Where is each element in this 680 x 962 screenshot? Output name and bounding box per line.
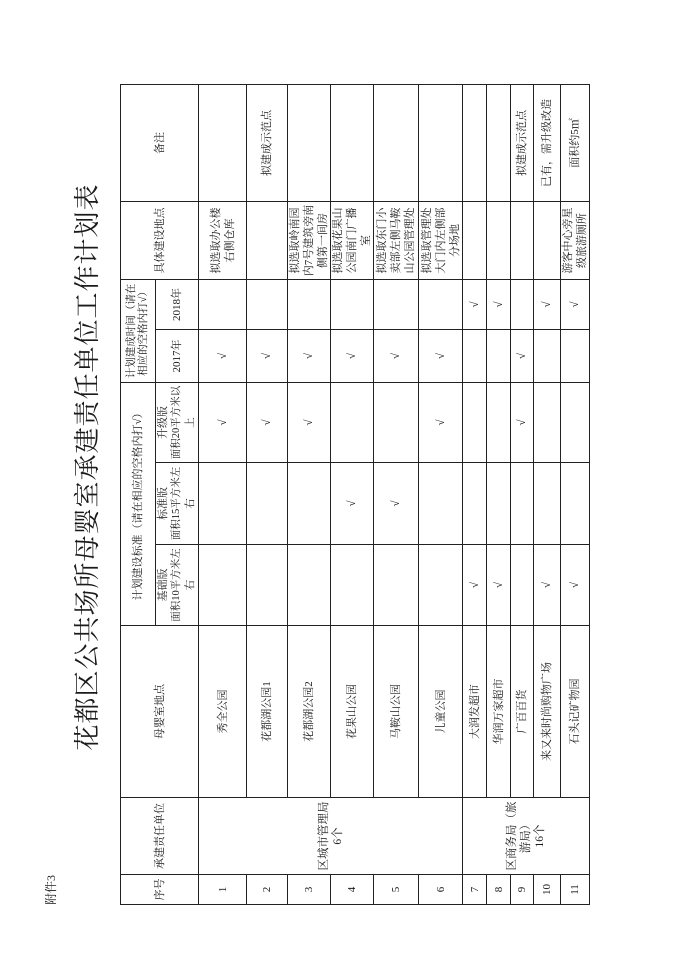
standard-check	[511, 463, 534, 545]
site-cell: 拟选取办公楼右侧仓库	[199, 201, 247, 279]
site-cell: 拟选取东门小卖部左侧马鞍山公园管理处	[374, 201, 419, 279]
location-cell: 大润发超市	[463, 626, 487, 798]
y2018-check: √	[534, 279, 561, 329]
header-row-1	[121, 84, 156, 904]
standard-check: √	[374, 463, 419, 545]
basic-check: √	[463, 545, 487, 626]
upgrade-check: √	[199, 383, 247, 463]
y2018-check: √	[561, 279, 590, 329]
header-standard-name: 标准版	[157, 487, 169, 520]
y2017-check: √	[288, 330, 331, 383]
location-cell: 秀全公园	[199, 626, 247, 798]
upgrade-check: √	[247, 383, 288, 463]
basic-check	[199, 545, 247, 626]
y2018-check: √	[487, 279, 511, 329]
table-row	[374, 84, 419, 904]
remarks-cell	[419, 84, 463, 201]
table-row	[561, 84, 590, 904]
site-cell	[534, 201, 561, 279]
header-standard	[156, 463, 199, 545]
y2018-check	[247, 279, 288, 329]
header-basic-name: 基础版	[157, 568, 169, 602]
row-no: 10	[534, 875, 561, 905]
header-upgrade-desc: 面积20平方米以上	[171, 385, 196, 460]
row-no: 8	[487, 875, 511, 905]
standard-check	[561, 463, 590, 545]
row-no: 11	[561, 875, 590, 905]
standard-check	[534, 463, 561, 545]
basic-check	[288, 545, 331, 626]
unit-count: 16个	[534, 824, 546, 848]
remarks-cell	[288, 84, 331, 201]
header-no: 序号	[121, 875, 199, 905]
table-row	[511, 84, 534, 904]
header-location: 母婴室地点	[121, 626, 199, 798]
table-row	[487, 84, 511, 904]
upgrade-check	[331, 383, 374, 463]
location-cell: 来又来时尚购物广场	[534, 626, 561, 798]
table-row	[199, 84, 247, 904]
row-no: 1	[199, 875, 247, 905]
site-cell	[247, 201, 288, 279]
standard-check	[463, 463, 487, 545]
site-cell: 拟选取管理处大门内左侧部分场地	[419, 201, 463, 279]
standard-check	[199, 463, 247, 545]
location-cell: 花都湖公园1	[247, 626, 288, 798]
header-upgrade	[156, 383, 199, 463]
header-basic	[156, 545, 199, 626]
work-plan-table	[120, 84, 590, 905]
upgrade-check	[534, 383, 561, 463]
header-unit: 承建责任单位	[121, 798, 199, 875]
row-no: 4	[331, 875, 374, 905]
unit-name: 区城市管理局	[317, 801, 330, 871]
basic-check	[419, 545, 463, 626]
row-no: 6	[419, 875, 463, 905]
table-row	[288, 84, 331, 904]
y2017-check: √	[331, 330, 374, 383]
basic-check: √	[487, 545, 511, 626]
header-2018: 2018年	[156, 279, 199, 329]
header-basic-desc: 面积10平方米左右	[171, 548, 196, 622]
upgrade-check	[561, 383, 590, 463]
row-no: 5	[374, 875, 419, 905]
remarks-cell: 拟建成示范点	[247, 84, 288, 201]
row-no: 3	[288, 875, 331, 905]
standard-check	[288, 463, 331, 545]
basic-check	[511, 545, 534, 626]
table-row	[419, 84, 463, 904]
basic-check	[374, 545, 419, 626]
upgrade-check	[487, 383, 511, 463]
row-no: 9	[511, 875, 534, 905]
header-time-group: 计划建成时间（请在相应的空格内打√）	[121, 279, 156, 382]
unit-name: 区商务局（旅游局）	[506, 801, 532, 871]
row-no: 7	[463, 875, 487, 905]
site-cell	[463, 201, 487, 279]
unit-cell	[199, 798, 463, 875]
y2017-check	[463, 330, 487, 383]
upgrade-check: √	[288, 383, 331, 463]
y2017-check: √	[374, 330, 419, 383]
table-row	[463, 84, 487, 904]
table-row	[331, 84, 374, 904]
remarks-cell	[463, 84, 487, 201]
table-row	[534, 84, 561, 904]
unit-count: 6个	[331, 827, 344, 845]
y2018-check: √	[463, 279, 487, 329]
standard-check: √	[331, 463, 374, 545]
y2018-check	[331, 279, 374, 329]
site-cell	[487, 201, 511, 279]
y2018-check	[199, 279, 247, 329]
location-cell: 华润万家超市	[487, 626, 511, 798]
y2018-check	[419, 279, 463, 329]
standard-check	[247, 463, 288, 545]
y2017-check: √	[419, 330, 463, 383]
remarks-cell	[331, 84, 374, 201]
y2018-check	[288, 279, 331, 329]
header-standard-desc: 面积15平方米左右	[171, 466, 196, 541]
remarks-cell: 已有，需升级改造	[534, 84, 561, 201]
standard-check	[419, 463, 463, 545]
header-standard-group: 计划建设标准（请在相应的空格内打√）	[121, 383, 156, 626]
site-cell: 拟选取岭南园内7号建筑旁南侧第一间房	[288, 201, 331, 279]
header-upgrade-name: 升级版	[157, 406, 169, 439]
upgrade-check	[463, 383, 487, 463]
row-no: 2	[247, 875, 288, 905]
site-cell	[511, 201, 534, 279]
location-cell: 花都湖公园2	[288, 626, 331, 798]
basic-check: √	[561, 545, 590, 626]
basic-check: √	[534, 545, 561, 626]
location-cell: 花果山公园	[331, 626, 374, 798]
y2017-check	[534, 330, 561, 383]
location-cell: 石头记矿物园	[561, 626, 590, 798]
location-cell: 儿童公园	[419, 626, 463, 798]
upgrade-check: √	[419, 383, 463, 463]
remarks-cell	[487, 84, 511, 201]
location-cell: 广百百货	[511, 626, 534, 798]
y2018-check	[374, 279, 419, 329]
remarks-cell	[374, 84, 419, 201]
header-remarks: 备注	[121, 84, 199, 201]
page-title: 花都区公共场所母婴室承建责任单位工作计划表	[73, 183, 102, 751]
site-cell: 游客中心旁星级旅游厕所	[561, 201, 590, 279]
upgrade-check: √	[511, 383, 534, 463]
remarks-cell: 面积约5㎡	[561, 84, 590, 201]
location-cell: 马鞍山公园	[374, 626, 419, 798]
standard-check	[487, 463, 511, 545]
y2017-check: √	[511, 330, 534, 383]
attachment-label: 附件3	[44, 874, 58, 905]
upgrade-check	[374, 383, 419, 463]
header-site: 具体建设地点	[121, 201, 199, 279]
y2017-check	[487, 330, 511, 383]
y2018-check	[511, 279, 534, 329]
y2017-check: √	[199, 330, 247, 383]
remarks-cell	[199, 84, 247, 201]
unit-cell	[463, 798, 590, 875]
basic-check	[331, 545, 374, 626]
header-2017: 2017年	[156, 330, 199, 383]
basic-check	[247, 545, 288, 626]
y2017-check	[561, 330, 590, 383]
site-cell: 拟选取花果山公园南门广播室	[331, 201, 374, 279]
y2017-check: √	[247, 330, 288, 383]
remarks-cell: 拟建成示范点	[511, 84, 534, 201]
table-row	[247, 84, 288, 904]
